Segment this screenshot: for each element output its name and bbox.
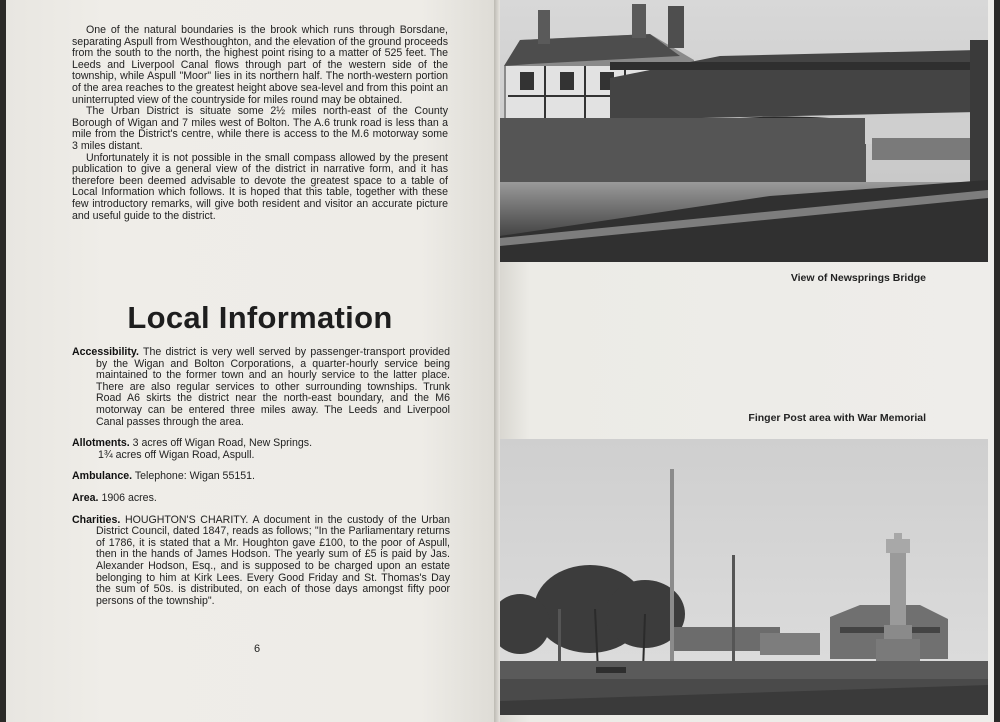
entry-accessibility [72,347,450,428]
memorial-photo-graphic [500,439,988,715]
entry-charities [72,515,450,608]
intro-paragraph-2: The Urban District is situate some 2½ miles north-east of the County Borough of Wigan and 7 miles west of Bolton. The A.6 trunk road is less than a mile from the District's centre, while there is access to the M.6 motorway some 3 miles distant. [72,105,448,152]
entry-text-line-2: 1¾ acres off Wigan Road, Aspull. [98,448,255,461]
bridge-photo-graphic [500,0,988,262]
entry-allotments [72,438,450,461]
entry-text: 1906 acres. [101,491,157,504]
local-information-list [72,347,450,617]
entry-text: Telephone: Wigan 55151. [134,470,255,483]
entry-text: 3 acres off Wigan Road, New Springs. [132,437,313,450]
page-number: 6 [254,643,261,655]
war-memorial-photo [500,439,988,715]
entry-text: The district is very well served by passenger-transport provided by the Wigan and Bolton Corporations, a quarter-hourly service being maintained to the former town and an hourly service to the latter place. There are also regular services to other surrounding townships. Trunk Road A6 skirts the district near the north-east boundary, and the M6 motorway can be entered three miles away. The Leeds and Liverpool Canal passes through the area. [96,346,450,428]
entry-text: HOUGHTON'S CHARITY. A document in the custody of the Urban District Council, dated 1847, reads as follows; "In the Parliamentary returns of 1786, it is stated that a Mr. Houghton gave £100, to the poor of Aspull, then in the hands of James Hodson. The yearly sum of £5 is paid by Jas. Alexander Hodson, Esq., and is supposed to be charged upon an estate belonging to him at Kirk Lees. Every Good Friday and St. Thomas's Day the sum of 50s. is distributed, on each of those days amongst fifty poor persons of the township". [96,513,450,607]
entry-area [72,493,450,505]
entry-term: Allotments. [72,437,130,450]
photo-caption-war-memorial: Finger Post area with War Memorial [748,412,926,424]
entry-term: Charities. [72,513,121,526]
entry-term: Ambulance. [72,470,133,483]
photo-caption-bridge: View of Newsprings Bridge [790,272,926,284]
newsprings-bridge-photo [500,0,988,262]
entry-ambulance [72,471,450,483]
section-heading: Local Information [127,300,393,335]
entry-term: Area. [72,491,99,504]
entry-term: Accessibility. [72,346,139,358]
intro-paragraph-3: Unfortunately it is not possible in the small compass allowed by the present publication to give a general view of the district in narrative form, and it has therefore been deemed advisable to devote the greatest space to a table of Local Information which follows. It is hoped that this table, together with these few introductory remarks, will give both resident and visitor an accurate picture and useful guide to the district. [72,151,448,222]
intro-paragraph-1: One of the natural boundaries is the brook which runs through Borsdane, separating Aspull from Westhoughton, and the elevation of the ground proceeds from the south to the north, the highest point rising to a matter of 525 feet. The Leeds and Liverpool Canal flows through part of the western side of the township, while Aspull "Moor" lies in its northern half. The north-western portion of the area reaches to the greatest height above sea-level and from this point an uninterrupted view of the countryside for miles round may be obtained. [72,24,448,106]
intro-text [72,25,448,222]
